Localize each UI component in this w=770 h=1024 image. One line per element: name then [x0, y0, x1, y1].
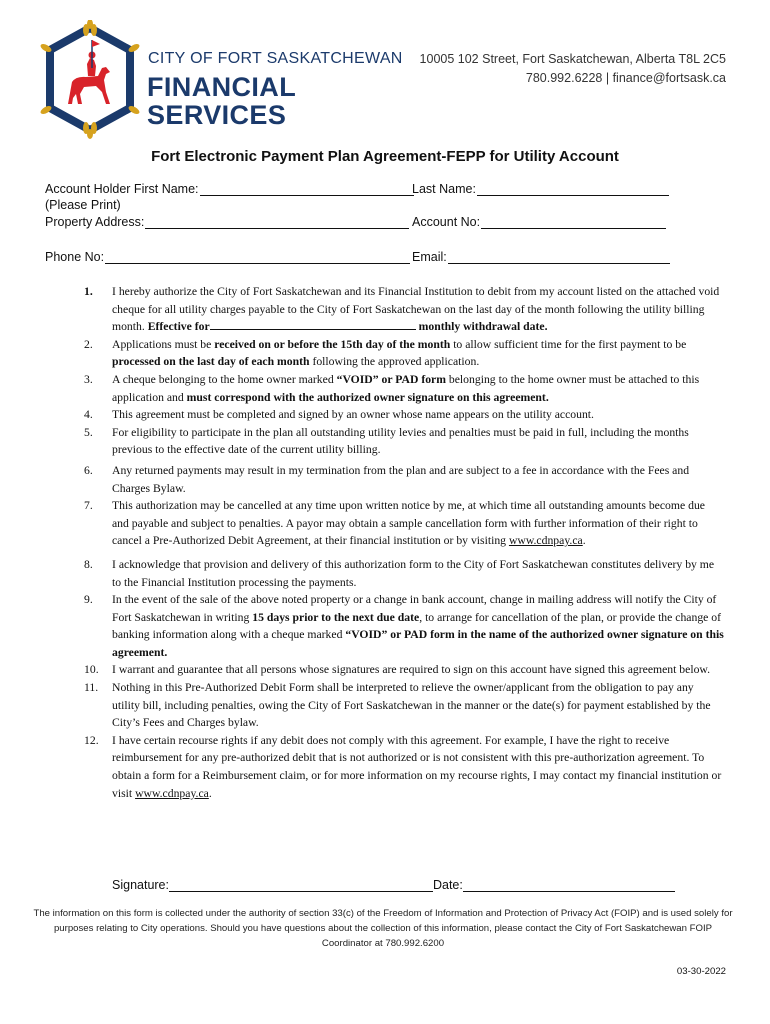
- email-line[interactable]: [448, 250, 670, 264]
- phone-field[interactable]: [45, 250, 410, 264]
- term-number: 8.: [84, 557, 93, 571]
- first-name-line[interactable]: [200, 182, 414, 196]
- property-address-field[interactable]: [45, 215, 409, 229]
- term-item: [84, 679, 724, 732]
- please-print-label: (Please Print): [45, 198, 121, 212]
- brand-services: SERVICES: [147, 100, 287, 130]
- cdnpay-link[interactable]: www.cdnpay.ca: [508, 534, 583, 548]
- term-number: 6.: [84, 463, 93, 477]
- foip-notice: The information on this form is collected under the authority of section 33(c) of the Freedom of Information and Protection of Privacy Act (FOIP) and is used solely for purposes relating to City operations. Should you have questions about the collection of this information, please contact the City of Fort Saskatchewan FOIP Coordinator at 780.992.6200: [33, 908, 733, 949]
- page-title: Fort Electronic Payment Plan Agreement-FEPP for Utility Account: [151, 148, 619, 165]
- term-number: 4.: [84, 408, 93, 422]
- term-text: This agreement must be completed and signed by an owner whose name appears on the utility account.: [112, 408, 594, 422]
- city-name: CITY OF FORT SASKATCHEWAN: [148, 50, 403, 67]
- term-text: In the event of the sale of the above noted property or a change in bank account, change in mailing address will notify the City of Fort Saskatchewan in writing 15 days prior to the next due date, to arrange for cancellation of the plan, or provide the change of banking information along with a cheque marked “VOID” or PAD form in the name of the authorized owner signature on this agreement.: [112, 593, 724, 659]
- term-item: [84, 556, 724, 591]
- date-label: Date:: [432, 878, 463, 892]
- term-number: 2.: [84, 337, 93, 351]
- property-address-line[interactable]: [145, 215, 409, 229]
- first-name-field[interactable]: [45, 182, 414, 196]
- account-no-field[interactable]: [412, 215, 666, 229]
- term-number: 9.: [84, 593, 93, 607]
- term-number: 12.: [84, 733, 99, 747]
- phone-line[interactable]: [105, 250, 410, 264]
- term-number: 11.: [84, 681, 99, 695]
- account-no-line[interactable]: [481, 215, 666, 229]
- last-name-field[interactable]: [412, 182, 669, 196]
- term-item: [84, 336, 724, 371]
- term-text: Any returned payments may result in my termination from the plan and are subject to a fee in accordance with the Fees and Charges Bylaw.: [112, 463, 690, 495]
- term-item: [84, 732, 724, 802]
- term-text: I have certain recourse rights if any debit does not comply with this agreement. For example, I have the right to receive reimbursement for any pre-authorized debit that is not authorized or is not consistent with this pre-authorization agreement. To obtain a form for a Reimbursement claim, or for more information on my recourse rights, I may contact my financial institution or visit www.cdnpay.ca.: [112, 733, 722, 800]
- effective-date-blank[interactable]: [210, 318, 416, 330]
- term-text: This authorization may be cancelled at any time upon written notice by me, at which time all outstanding amounts become due and payable and subject to penalties. A payor may obtain a sample cancellation form with further information of their right to cancel a Pre-Authorized Debit Agreement, at their financial institution or by visiting www.cdnpay.ca.: [112, 499, 705, 548]
- term-number: 5.: [84, 425, 93, 439]
- signature-label: Signature:: [112, 878, 169, 892]
- term-number: 3.: [84, 372, 93, 386]
- last-name-label: Last Name:: [412, 182, 476, 196]
- please-print-note: [45, 198, 121, 212]
- term-number: 7.: [84, 499, 93, 513]
- date-line[interactable]: [463, 878, 675, 892]
- first-name-label: Account Holder First Name:: [45, 182, 199, 196]
- contact-line: 780.992.6228 | finance@fortsask.ca: [525, 71, 726, 85]
- term-item: [84, 424, 724, 459]
- account-no-label: Account No:: [412, 215, 481, 229]
- term-item: [84, 591, 724, 661]
- term-item: [84, 406, 724, 424]
- term-text: I warrant and guarantee that all persons whose signatures are required to sign on this account have signed this agreement below.: [112, 663, 711, 677]
- email-field[interactable]: [412, 250, 670, 264]
- signature-row: [112, 878, 675, 892]
- form-revision-date: 03-30-2022: [676, 966, 726, 977]
- term-text: A cheque belonging to the home owner marked “VOID” or PAD form belonging to the home owner must be attached to this application and must correspond with the authorized owner signature on this agreement.: [112, 372, 700, 404]
- term-item: [84, 283, 724, 336]
- term-text: Nothing in this Pre-Authorized Debit Form shall be interpreted to relieve the owner/applicant from the obligation to pay any utility bill, including penalties, owing the City of Fort Saskatchewan in the manner or the date(s) for payment established by the City’s Fees and Charges bylaw.: [112, 681, 711, 730]
- term-text: For eligibility to participate in the plan all outstanding utility levies and penalties must be paid in full, including the months previous to the effective date of the current utility billing.: [112, 425, 689, 457]
- signature-line[interactable]: [169, 878, 433, 892]
- term-text: I acknowledge that provision and delivery of this authorization form to the City of Fort Saskatchewan constitutes delivery by me to the Financial Institution processing the payments.: [112, 557, 715, 589]
- term-number: 1.: [84, 285, 93, 298]
- address-line: 10005 102 Street, Fort Saskatchewan, Alberta T8L 2C5: [419, 52, 726, 66]
- term-text: I hereby authorize the City of Fort Saskatchewan and its Financial Institution to debit from my account listed on the attached void cheque for all utility charges payable to the City of Fort Saskatchewan on the last day of the month following the utility billing month. Effective for monthly withdrawal date.: [112, 285, 720, 334]
- terms-list: [84, 283, 724, 802]
- term-item: [84, 371, 724, 406]
- phone-label: Phone No:: [45, 250, 105, 264]
- term-item: [84, 462, 724, 497]
- last-name-line[interactable]: [477, 182, 669, 196]
- city-logo: [40, 20, 140, 140]
- term-number: 10.: [84, 663, 99, 677]
- property-address-label: Property Address:: [45, 215, 145, 229]
- contact-block: [420, 50, 726, 88]
- term-item: [84, 661, 724, 679]
- cdnpay-link[interactable]: www.cdnpay.ca: [135, 786, 209, 800]
- term-item: [84, 497, 724, 550]
- brand-financial: FINANCIAL: [147, 72, 297, 102]
- term-text: Applications must be received on or before the 15th day of the month to allow sufficient time for the first payment to be processed on the last day of each month following the approved application.: [112, 337, 687, 369]
- email-label: Email:: [412, 250, 447, 264]
